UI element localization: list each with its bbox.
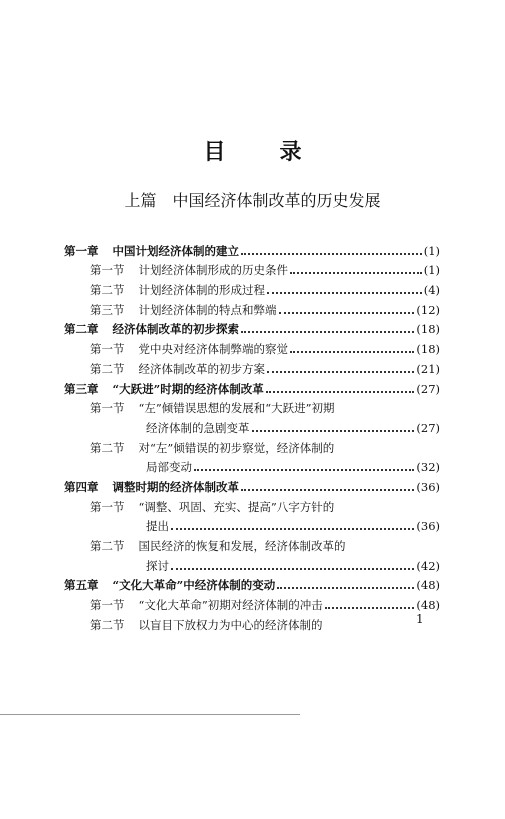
- scan-edge-line: [0, 714, 300, 715]
- toc-leader-dots: [325, 607, 415, 609]
- toc-section-row: [64, 592, 440, 612]
- toc-entry-page: (36): [416, 519, 440, 534]
- toc-entry-title: “文化大革命”中经济体制的变动: [112, 578, 276, 593]
- toc-entry-title: 局部变动: [146, 460, 192, 475]
- toc-entry-number: 第二章: [64, 322, 99, 337]
- toc-entry-title: 探讨: [146, 558, 169, 573]
- toc-entry-number: 第一节: [90, 342, 125, 357]
- toc-entry-title: 中国计划经济体制的建立: [112, 243, 239, 258]
- toc-entry-page: (27): [416, 420, 440, 435]
- toc-entry-number: 第一节: [90, 598, 125, 613]
- toc-leader-dots: [194, 469, 414, 471]
- toc-continuation-row: [64, 455, 440, 475]
- toc-leader-dots: [290, 272, 422, 274]
- toc-leader-dots: [171, 528, 414, 530]
- toc-leader-dots: [267, 292, 422, 294]
- toc-heading-right: 录: [279, 139, 302, 165]
- toc-continuation-row: [64, 415, 440, 435]
- toc-entry-number: 第一章: [64, 243, 99, 258]
- toc-leader-dots: [267, 371, 414, 373]
- toc-section-row: [64, 336, 440, 356]
- toc-section-row: [64, 533, 440, 553]
- toc-continuation-row: [64, 514, 440, 534]
- toc-entry-title: “左”倾错误思想的发展和“大跃进”初期: [138, 401, 335, 416]
- toc-heading: [0, 135, 505, 166]
- part-name: 中国经济体制改革的历史发展: [172, 191, 381, 210]
- toc-section-row: [64, 356, 440, 376]
- toc-entry-number: 第四章: [64, 479, 99, 494]
- toc-entry-page: (1): [423, 263, 440, 278]
- toc-entry-title: 对“左”倾错误的初步察觉，经济体制的: [138, 440, 335, 455]
- toc-section-row: [64, 612, 440, 632]
- toc-entry-title: 以盲目下放权力为中心的经济体制的: [138, 617, 323, 632]
- toc-entry-number: 第一节: [90, 263, 125, 278]
- toc-chapter-row: [64, 376, 440, 396]
- toc-section-row: [64, 277, 440, 297]
- toc-entry-title: 提出: [146, 519, 169, 534]
- toc-entry-page: (36): [416, 479, 440, 494]
- toc-leader-dots: [277, 587, 414, 589]
- page-number: 1: [416, 612, 424, 626]
- toc-entry-number: 第二节: [90, 440, 125, 455]
- part-label: 上篇: [124, 191, 157, 210]
- toc-chapter-row: [64, 317, 440, 337]
- toc-entry-number: 第二节: [90, 539, 125, 553]
- part-heading: [0, 188, 505, 211]
- toc-section-row: [64, 396, 440, 416]
- toc-entry-number: 第三章: [64, 381, 99, 396]
- toc-entry-title: 党中央对经济体制弊端的察觉: [138, 342, 288, 357]
- toc-entry-number: 第二节: [90, 617, 125, 632]
- toc-entry-page: (21): [416, 361, 440, 376]
- toc-section-row: [64, 435, 440, 455]
- toc-leader-dots: [290, 351, 414, 353]
- toc-entry-title: “调整、巩固、充实、提高”八字方针的: [138, 499, 335, 514]
- toc-entry-title: 经济体制的急剧变革: [146, 420, 250, 435]
- toc-continuation-row: [64, 553, 440, 573]
- toc-leader-dots: [266, 391, 415, 393]
- toc-entry-title: 经济体制改革的初步探索: [112, 322, 239, 337]
- toc-entry-title: 经济体制改革的初步方案: [138, 361, 265, 376]
- toc-chapter-row: [64, 238, 440, 258]
- toc-entry-page: (1): [423, 243, 440, 258]
- toc-leader-dots: [241, 331, 414, 333]
- toc-chapter-row: [64, 573, 440, 593]
- toc-entry-title: “文化大革命”初期对经济体制的冲击: [138, 598, 323, 613]
- toc-entry-page: (48): [416, 598, 440, 613]
- toc-entry-page: (42): [416, 558, 440, 573]
- toc-leader-dots: [279, 312, 415, 314]
- toc-entry-title: “大跃进”时期的经济体制改革: [112, 381, 264, 396]
- toc-entry-title: 国民经济的恢复和发展，经济体制改革的: [138, 539, 346, 553]
- toc-heading-left: 目: [203, 139, 226, 165]
- toc-entry-title: 计划经济体制的特点和弊端: [138, 302, 277, 317]
- toc-leader-dots: [241, 489, 414, 491]
- toc-entry-page: (12): [416, 302, 440, 317]
- toc-entry-title: 调整时期的经济体制改革: [112, 479, 239, 494]
- toc-entry-page: (27): [416, 381, 440, 396]
- toc-section-row: [64, 494, 440, 514]
- toc-entry-page: (18): [416, 322, 440, 337]
- toc-entry-title: 计划经济体制形成的历史条件: [138, 263, 288, 278]
- toc-section-row: [64, 258, 440, 278]
- toc-section-row: [64, 297, 440, 317]
- toc-entry-number: 第三节: [90, 302, 125, 317]
- toc-entry-number: 第一节: [90, 499, 125, 514]
- toc-entry-page: (48): [416, 578, 440, 593]
- toc-leader-dots: [171, 568, 414, 570]
- toc-entry-page: (32): [416, 460, 440, 475]
- toc-entry-page: (4): [423, 283, 440, 298]
- toc-leader-dots: [252, 430, 415, 432]
- toc-entry-number: 第二节: [90, 283, 125, 298]
- toc-entry-number: 第一节: [90, 401, 125, 416]
- toc-entry-title: 计划经济体制的形成过程: [138, 283, 265, 298]
- toc-entry-number: 第五章: [64, 578, 99, 593]
- toc-list: [64, 238, 440, 632]
- toc-leader-dots: [241, 253, 422, 255]
- toc-entry-number: 第二节: [90, 361, 125, 376]
- toc-chapter-row: [64, 474, 440, 494]
- toc-entry-page: (18): [416, 342, 440, 357]
